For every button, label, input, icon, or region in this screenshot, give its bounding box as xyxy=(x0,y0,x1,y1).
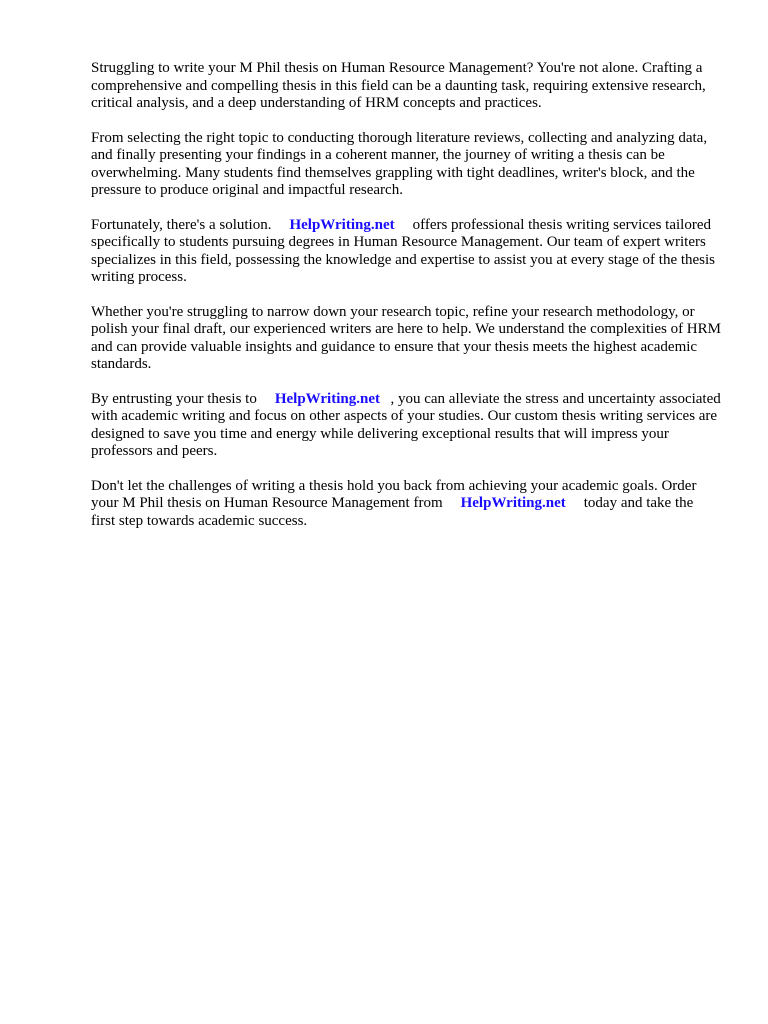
document-body xyxy=(91,60,721,547)
paragraph-text-after: today and take the first step towards academic success. xyxy=(91,495,694,529)
paragraph-intro xyxy=(91,60,721,113)
helpwriting-link[interactable]: HelpWriting.net xyxy=(460,495,566,511)
paragraph-text: From selecting the right topic to conducting thorough literature reviews, collecting and analyzing data, and finally presenting your findings in a coherent manner, the journey of writing a thesis can be overwhelming. Many students find themselves grappling with tight deadlines, writer's block, and the pressure to produce original and impactful research. xyxy=(91,129,708,198)
paragraph-entrusting xyxy=(91,391,721,461)
paragraph-text: Struggling to write your M Phil thesis on Human Resource Management? You're not alone. Crafting a comprehensive and compelling thesis in this field can be a daunting task, requiring extensive research, critical analysis, and a deep understanding of HRM concepts and practices. xyxy=(91,60,706,111)
paragraph-text-after: offers professional thesis writing services tailored specifically to students pursuing degrees in Human Resource Management. Our team of expert writers specializes in this field, possessing the knowledge and expertise to assist you at every stage of the thesis writing process. xyxy=(91,216,716,285)
paragraph-solution xyxy=(91,217,721,287)
paragraph-text: Whether you're struggling to narrow down your research topic, refine your research methodology, or polish your final draft, our experienced writers are here to help. We understand the complexities of HRM and can provide valuable insights and guidance to ensure that your thesis meets the highest academic standards. xyxy=(91,303,721,372)
paragraph-help xyxy=(91,304,721,374)
paragraph-text-after: , you can alleviate the stress and uncertainty associated with academic writing and focus on other aspects of your studies. Our custom thesis writing services are designed to save you time and energy while delivering exceptional results that will impress your professors and peers. xyxy=(91,390,721,459)
helpwriting-link[interactable]: HelpWriting.net xyxy=(289,216,395,233)
paragraph-call-to-action xyxy=(91,478,721,531)
helpwriting-link[interactable]: HelpWriting.net xyxy=(274,390,380,407)
paragraph-text-before: By entrusting your thesis to xyxy=(91,390,257,407)
paragraph-text-before: Fortunately, there's a solution. xyxy=(91,216,272,233)
paragraph-journey xyxy=(91,130,721,200)
paragraph-text-before: Don't let the challenges of writing a thesis hold you back from achieving your academic goals. Order your M Phil thesis on Human Resource Management from xyxy=(91,477,697,511)
